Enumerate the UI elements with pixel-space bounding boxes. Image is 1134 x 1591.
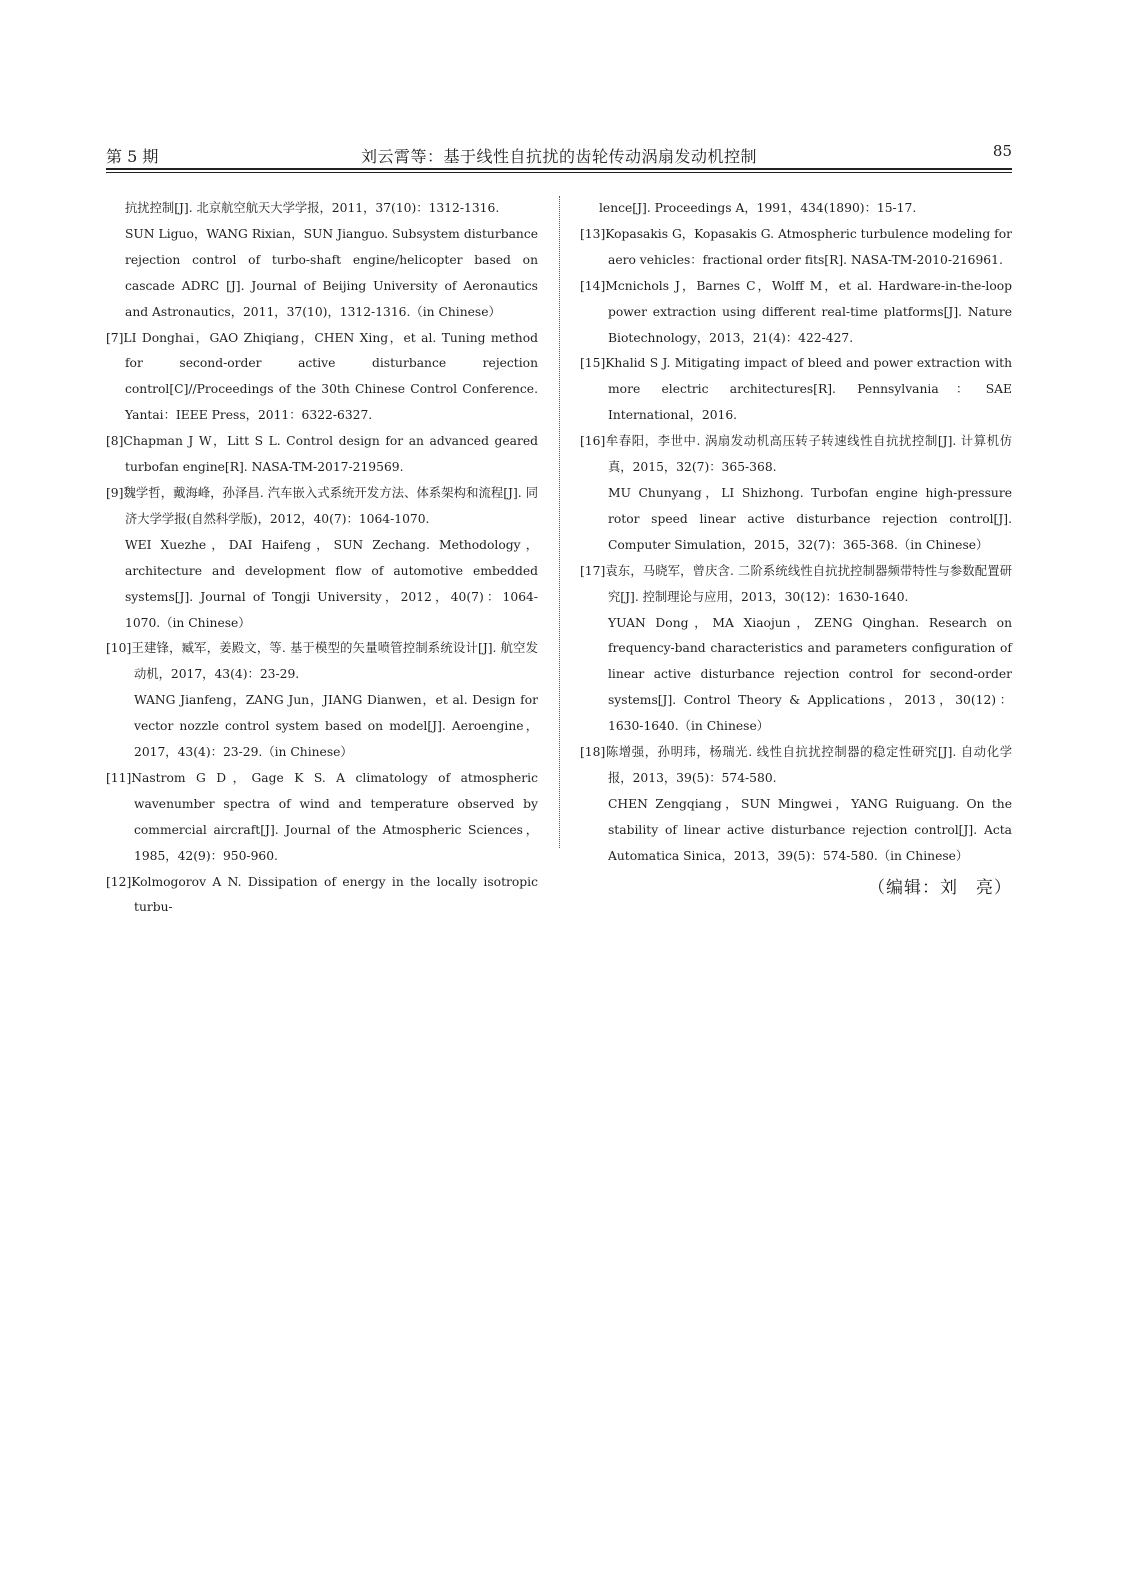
reference-number: [16] xyxy=(580,434,606,449)
reference-english-translation: CHEN Zengqiang，SUN Mingwei，YANG Ruiguang. On the stability of linear active disturbance rejection control[J]. Acta Automatica Sinica，2013，39(5)：574-580.（in Chinese） xyxy=(608,796,1012,863)
reference-text: 陈增强，孙明玮，杨瑞光. 线性自抗扰控制器的稳定性研究[J]. 自动化学报，2013，39(5)：574-580. xyxy=(605,745,1012,785)
reference-entry xyxy=(106,636,538,688)
reference-text: 袁东，马晓军，曾庆含. 二阶系统线性自抗扰控制器频带特性与参数配置研究[J]. 控制理论与应用，2013，30(12)：1630-1640. xyxy=(605,563,1012,604)
column-divider xyxy=(559,196,560,848)
reference-entry xyxy=(580,274,1012,352)
reference-number: [11] xyxy=(106,770,132,785)
issue-label: 第 5 期 xyxy=(106,147,159,166)
reference-number: [13] xyxy=(580,226,606,241)
reference-text: Chapman J W，Litt S L. Control design for an advanced geared turbofan engine[R]. NASA-TM-2017-219569. xyxy=(123,434,538,475)
reference-number: [7] xyxy=(106,330,124,345)
reference-number: [10] xyxy=(106,641,132,656)
page-number: 85 xyxy=(992,142,1012,160)
reference-continuation: lence[J]. Proceedings A，1991，434(1890)：15-17. xyxy=(599,201,917,215)
reference-number: [17] xyxy=(580,563,606,578)
reference-text: 王建锋，臧军，姜殿文，等. 基于模型的矢量喷管控制系统设计[J]. 航空发动机，2017，43(4)：23-29. xyxy=(131,641,538,682)
reference-number: [9] xyxy=(106,485,124,500)
reference-entry xyxy=(106,429,538,481)
reference-number: [14] xyxy=(580,278,606,293)
running-header xyxy=(106,140,1012,168)
reference-english-translation: WANG Jianfeng，ZANG Jun，JIANG Dianwen，et al. Design for vector nozzle control system based on model[J]. Aeroengine，2017，43(4)：23-29.（in Chinese） xyxy=(134,693,538,760)
reference-number: [8] xyxy=(106,434,124,449)
header-rule-thick xyxy=(106,168,1012,170)
editor-note: （编辑：刘 亮） xyxy=(868,877,1012,898)
reference-number: [12] xyxy=(106,874,132,889)
reference-text: Kolmogorov A N. Dissipation of energy in the locally isotropic turbu- xyxy=(131,874,538,915)
reference-entry xyxy=(580,429,1012,481)
reference-entry xyxy=(106,326,538,430)
reference-number: [18] xyxy=(580,745,606,760)
reference-text: LI Donghai，GAO Zhiqiang，CHEN Xing，et al. Tuning method for second-order active disturbance rejection control[C]//Proceedings of the 30th Chinese Control Conference. Yantai：IEEE Press，2011：6322-6327. xyxy=(123,330,538,423)
reference-text: 魏学哲，戴海峰，孙泽昌. 汽车嵌入式系统开发方法、体系架构和流程[J]. 同济大学学报(自然科学版)，2012，40(7)：1064-1070. xyxy=(123,485,538,526)
reference-english-translation: YUAN Dong，MA Xiaojun，ZENG Qinghan. Research on frequency-band characteristics and parameters configuration of linear active disturbance rejection control for second-order systems[J]. Control Theory & Applications，2013，30(12)：1630-1640.（in Chinese） xyxy=(608,615,1012,734)
header-rule-thin xyxy=(106,172,1012,173)
reference-english-translation: MU Chunyang，LI Shizhong. Turbofan engine high-pressure rotor speed linear active disturbance rejection control[J]. Computer Simulation，2015，32(7)：365-368.（in Chinese） xyxy=(608,485,1012,552)
reference-continuation: 抗扰控制[J]. 北京航空航天大学学报，2011，37(10)：1312-1316. xyxy=(125,201,500,215)
reference-text: Kopasakis G，Kopasakis G. Atmospheric turbulence modeling for aero vehicles：fractional order fits[R]. NASA-TM-2010-216961. xyxy=(605,226,1012,267)
running-title: 刘云霄等：基于线性自抗扰的齿轮传动涡扇发动机控制 xyxy=(360,147,757,166)
reference-entry xyxy=(580,740,1012,792)
reference-text: 牟春阳，李世中. 涡扇发动机高压转子转速线性自抗扰控制[J]. 计算机仿真，2015，32(7)：365-368. xyxy=(605,434,1012,475)
reference-text: Nastrom G D，Gage K S. A climatology of atmospheric wavenumber spectra of wind and temperature observed by commercial aircraft[J]. Journal of the Atmospheric Sciences，1985，42(9)：950-960. xyxy=(131,770,538,863)
reference-number: [15] xyxy=(580,356,606,371)
reference-english-translation: SUN Liguo，WANG Rixian，SUN Jianguo. Subsystem disturbance rejection control of turbo-shaft engine/helicopter based on cascade ADRC [J]. Journal of Beijing University of Aeronautics and Astronautics，2011，37(10)，1312-1316.（in Chinese） xyxy=(125,226,538,319)
reference-column-left xyxy=(106,196,538,921)
reference-text: Mcnichols J，Barnes C，Wolff M，et al. Hardware-in-the-loop power extraction using different real-time platforms[J]. Nature Biotechnology，2013，21(4)：422-427. xyxy=(605,278,1012,345)
reference-text: Khalid S J. Mitigating impact of bleed and power extraction with more electric architectures[R]. Pennsylvania：SAE International，2016. xyxy=(605,356,1012,423)
reference-english-translation: WEI Xuezhe，DAI Haifeng，SUN Zechang. Methodology，architecture and development flow of automotive embedded systems[J]. Journal of Tongji University，2012，40(7)：1064-1070.（in Chinese） xyxy=(125,537,538,630)
reference-entry xyxy=(580,559,1012,611)
reference-entry xyxy=(580,222,1012,274)
reference-column-right xyxy=(580,196,1012,901)
reference-entry xyxy=(580,351,1012,429)
reference-entry xyxy=(106,481,538,533)
reference-entry xyxy=(106,766,538,870)
reference-entry xyxy=(106,870,538,922)
